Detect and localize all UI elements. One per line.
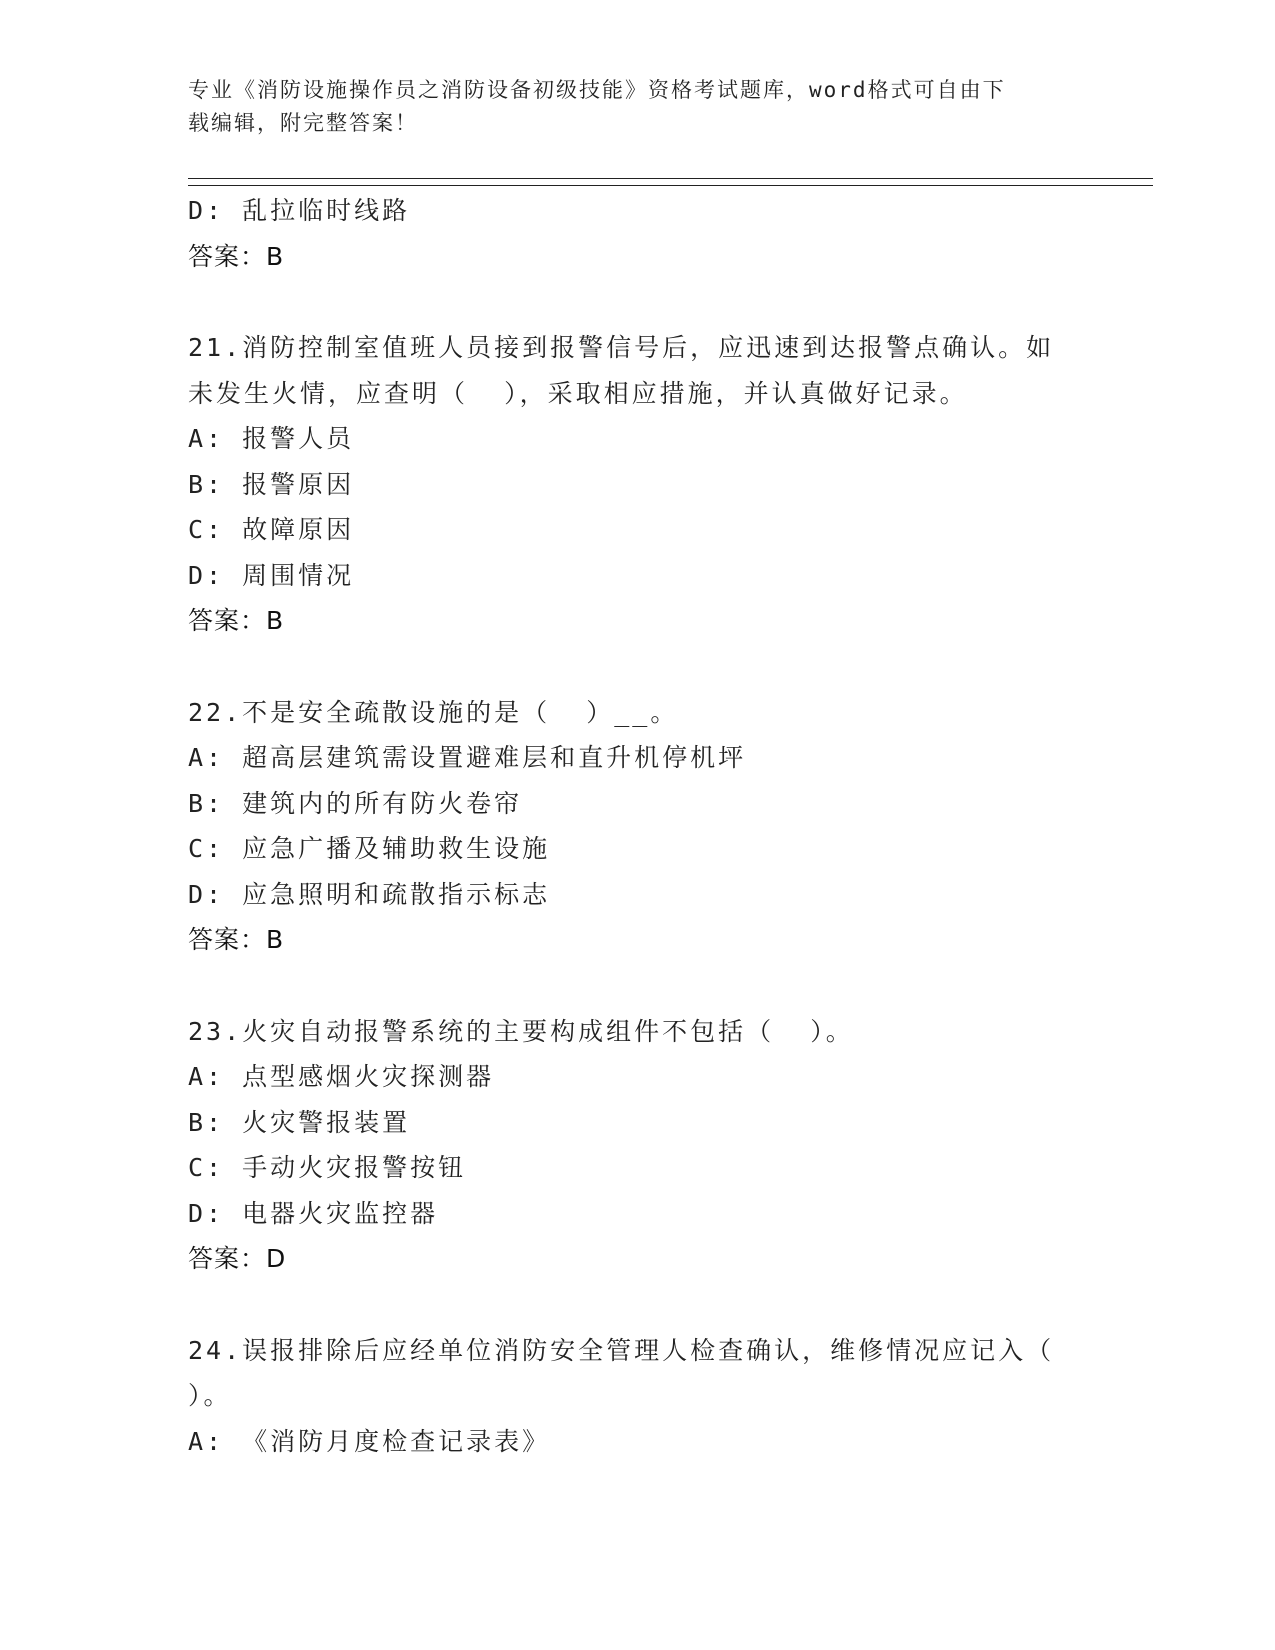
option-a: A: 超高层建筑需设置避难层和直升机停机坪 bbox=[188, 743, 747, 772]
answer: 答案：B bbox=[188, 606, 285, 635]
spacer bbox=[188, 963, 1088, 1009]
question-stem: 21.消防控制室值班人员接到报警信号后，应迅速到达报警点确认。如 bbox=[188, 333, 1055, 362]
option-d: D: 应急照明和疏散指示标志 bbox=[188, 879, 551, 909]
spacer bbox=[188, 279, 1088, 325]
question-stem-continued: 未发生火情，应查明（ ），采取相应措施，并认真做好记录。 bbox=[188, 378, 968, 408]
header-line-2: 载编辑，附完整答案！ bbox=[188, 111, 418, 135]
option-a: A: 点型感烟火灾探测器 bbox=[188, 1062, 495, 1091]
option-b: B: 建筑内的所有防火卷帘 bbox=[188, 788, 523, 818]
prev-question-tail bbox=[188, 188, 1088, 279]
spacer bbox=[188, 644, 1088, 690]
option-d: D: 周围情况 bbox=[188, 560, 355, 590]
question-stem: 22.不是安全疏散设施的是（ ）__。 bbox=[188, 697, 679, 727]
question-21 bbox=[188, 325, 1088, 644]
option-a: A: 《消防月度检查记录表》 bbox=[188, 1426, 551, 1456]
option-c: C: 应急广播及辅助救生设施 bbox=[188, 834, 551, 863]
header-line-1: 专业《消防设施操作员之消防设备初级技能》资格考试题库，word格式可自由下 bbox=[188, 78, 1006, 102]
option-c: C: 手动火灾报警按钮 bbox=[188, 1153, 467, 1182]
option-a: A: 报警人员 bbox=[188, 424, 355, 453]
option-b: B: 火灾警报装置 bbox=[188, 1107, 411, 1137]
question-22 bbox=[188, 690, 1088, 963]
question-stem: 23.火灾自动报警系统的主要构成组件不包括（ ）。 bbox=[188, 1016, 854, 1046]
question-stem: 24.误报排除后应经单位消防安全管理人检查确认，维修情况应记入（ bbox=[188, 1335, 1055, 1365]
document-body bbox=[188, 188, 1088, 1464]
header-divider bbox=[188, 178, 1153, 186]
question-24 bbox=[188, 1328, 1088, 1465]
answer: 答案：B bbox=[188, 241, 285, 271]
question-23 bbox=[188, 1009, 1088, 1282]
option-c: C: 故障原因 bbox=[188, 515, 355, 544]
answer: 答案：D bbox=[188, 1244, 287, 1273]
question-stem-continued: ）。 bbox=[188, 1381, 232, 1410]
option-d: D: 乱拉临时线路 bbox=[188, 196, 411, 225]
document-header bbox=[188, 74, 1088, 140]
option-b: B: 报警原因 bbox=[188, 469, 355, 499]
spacer bbox=[188, 1282, 1088, 1328]
answer: 答案：B bbox=[188, 925, 285, 954]
option-d: D: 电器火灾监控器 bbox=[188, 1198, 439, 1228]
